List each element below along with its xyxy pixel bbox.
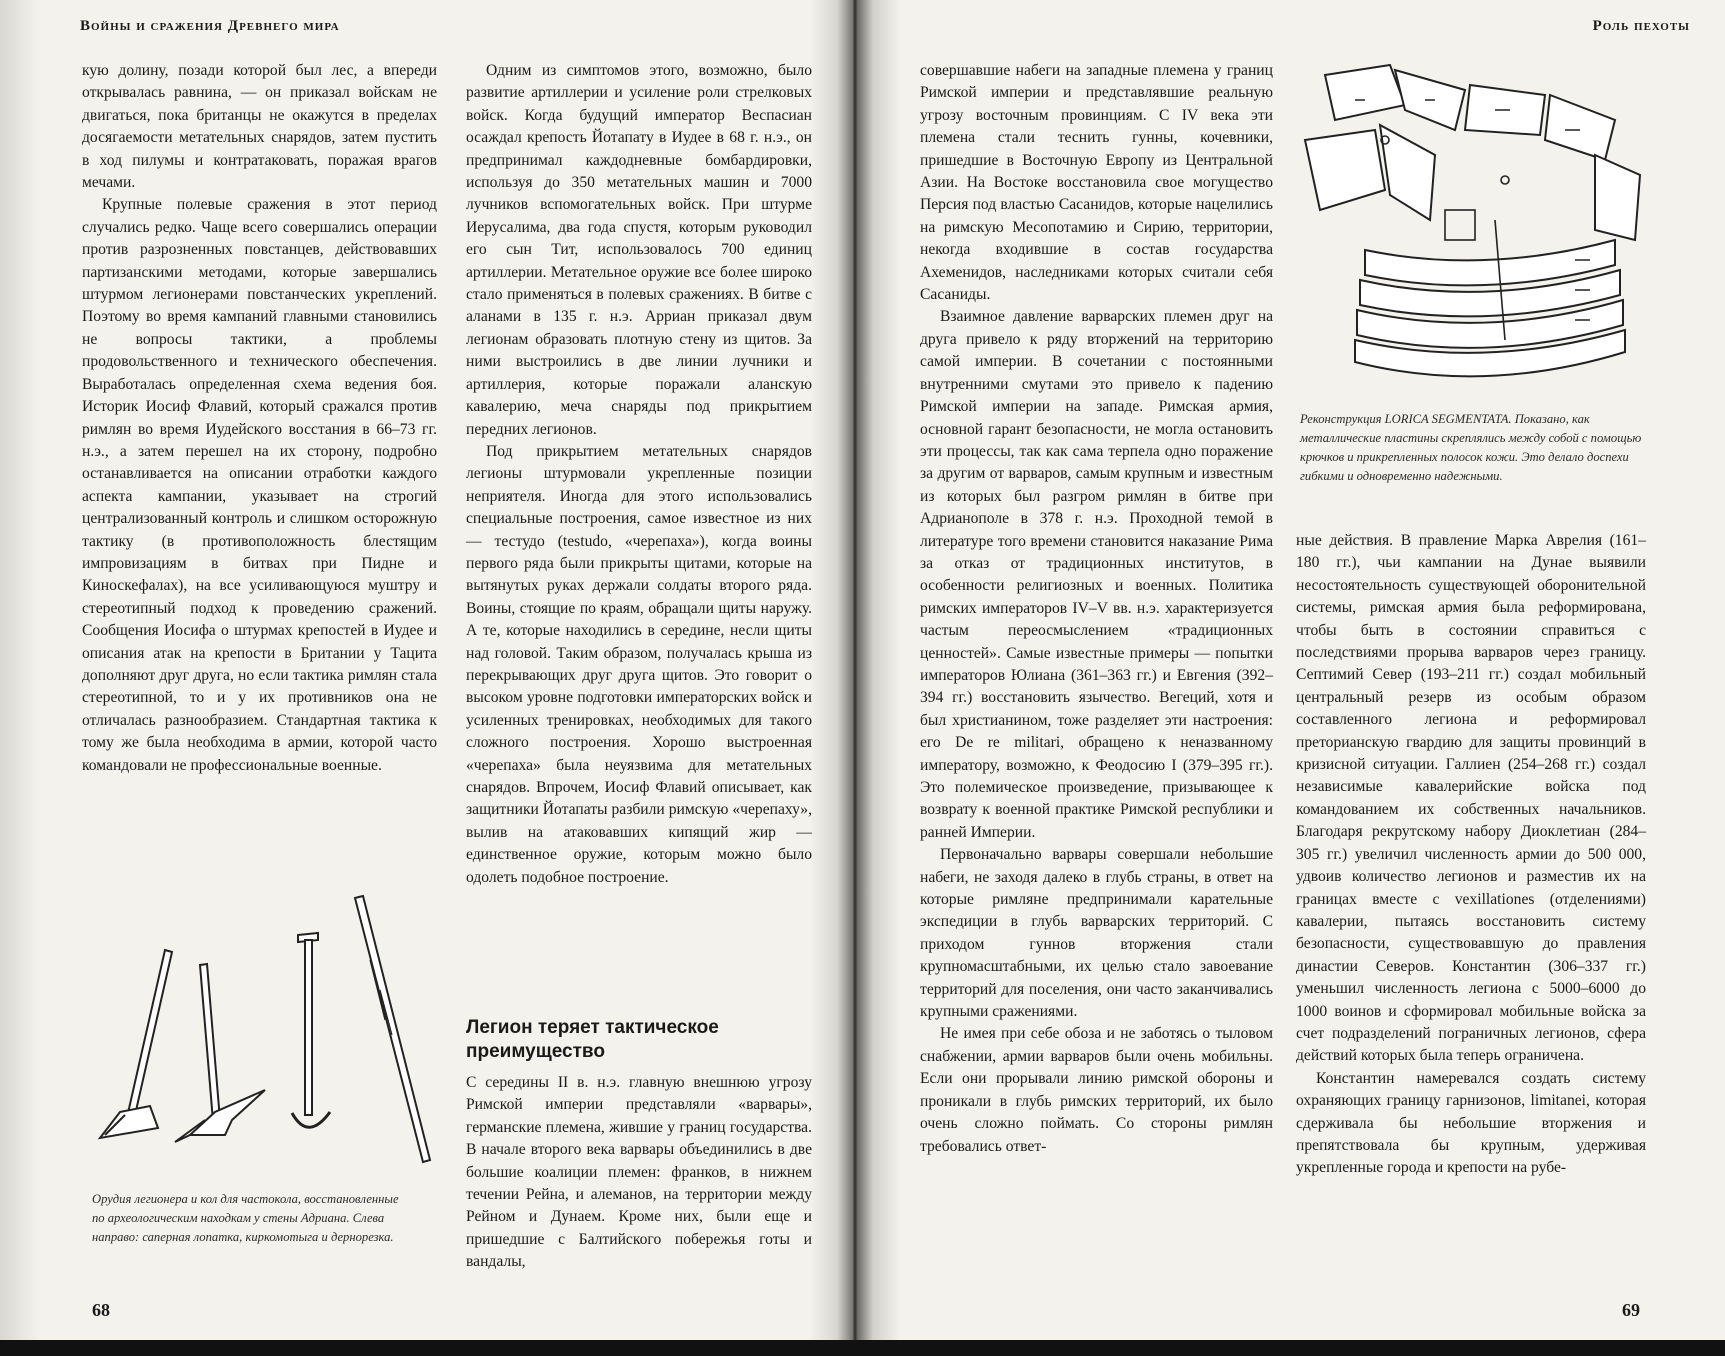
text-column-4 <box>1296 530 1646 1180</box>
paragraph: Первоначально варвары совершали небольшие набеги, не заходя далеко в глубь страны, в ответ на которые римляне предпринимали карательные экспедиции в глубь варварских территорий. С приходом гуннов вторжения стали крупномасштабными, их целью стало завоевание территорий для поселения, они часто заканчивались крупными сражениями. <box>920 846 1273 1021</box>
running-head-right: Роль пехоты <box>1592 18 1690 34</box>
turf-cutter-icon <box>292 933 330 1127</box>
section-heading: Легион теряет тактическое преимущество <box>466 1017 719 1062</box>
legionary-tools-illustration <box>80 880 460 1170</box>
book-gutter <box>810 0 900 1340</box>
page-number-left: 68 <box>92 1300 110 1320</box>
paragraph: Не имея при себе обоза и не заботясь о тыловом снабжении, армии варваров были очень мобильны. Если они прорывали линию римской обороны и проникали в глубь римских территорий, их было очень сложно поймать. Со стороны римлян требовались ответ- <box>920 1025 1273 1155</box>
text-column-3 <box>920 60 1273 1158</box>
paragraph: С середины II в. н.э. главную внешнюю угрозу Римской империи представляли «варвары», германские племена, жившие у границ государства. В начале второго века варвары объединились в две большие коалиции племен: франков, в нижнем течении Рейна, и алеманов, на территории между Рейном и Дунаем. Кроме них, были еще и пришедшие с Балтийского побережья готы и вандалы, <box>466 1074 812 1271</box>
paragraph: Под прикрытием метательных снарядов легионы штурмовали укрепленные позиции неприятеля. Иногда для этого использовались специальные построения, самое известное из них — тестудо (testudo, «черепаха»), когда воины первого ряда были прикрыты щитами, которые на вытянутых руках держали солдаты второго ряда. Воины, стоящие по краям, обращали щиты наружу. А те, которые находились в середине, несли щиты над головой. Таким образом, получалась крыша из перекрывающих друг друга щитов. Это говорит о высоком уровне подготовки императорских войск и усиленных тренировках, необходимых для такого сложного построения. Хорошо выстроенная «черепаха» была неуязвима для метательных снарядов. Впрочем, Иосиф Флавий описывает, как защитники Йотапаты разбили римскую «черепаху», вылив на атаковавших кипящий жир — единственное оружие, которым можно было одолеть подобное построение. <box>466 442 812 886</box>
text-column-2 <box>466 60 812 889</box>
shoulder-plates-icon <box>1305 65 1640 240</box>
section-block <box>466 1016 812 1274</box>
paragraph: кую долину, позади которой был лес, а впереди открывалась равнина, — он приказал войскам не двигаться, пока британцы не окажутся в пределах досягаемости метательных снарядов, затем пустить в ход пилумы и контратаковать, поражая врагов мечами. <box>82 62 437 192</box>
lorica-segmentata-illustration <box>1295 60 1655 395</box>
paragraph: Константин намеревался создать систему охраняющих границу гарнизонов, limitanei, которая сдерживала бы небольшие вторжения и препятствовала бы крупным, удерживая укрепленные города и крепости на рубе- <box>1296 1069 1646 1177</box>
paragraph: ные действия. В правление Марка Аврелия (161–180 гг.), чьи кампании на Дунае выявили несостоятельность существующей оборонительной системы, римская армия была реформирована, чтобы быть в состоянии справиться с последствиями прорыва варваров через границу. Септимий Север (193–211 гг.) создал мобильный центральный резерв из особым образом составленного легиона и реформировал преторианскую гвардию для защиты провинций в кризисной ситуации. Галлиен (254–268 гг.) создал независимые кавалерийские войска под командованием их собственных начальников. Благодаря рекрутскому набору Диоклетиан (284–305 гг.) увеличил численность армии до 500 000, удвоив количество легионов и разместив их на границах вместе с vexillationes (отделениями) кавалерии, пытаясь восстановить систему безопасности, существовавшую до правления династии Северов. Константин (306–337 гг.) уменьшил численность легиона с 5000–6000 до 1000 воинов и сформировал мобильные войска за счет подразделений пограничных легионов, сфера действий которых была теперь ограничена. <box>1296 532 1646 1065</box>
text-column-1 <box>82 60 437 777</box>
pickaxe-icon <box>175 964 265 1142</box>
page-number-right: 69 <box>1622 1300 1640 1320</box>
paragraph: совершавшие набеги на западные племена у границ Римской империи и представлявшие реальную угрозу восточным провинциям. С IV века эти племена стали теснить гунны, кочевники, пришедшие в Восточную Европу из Центральной Азии. На Востоке восстановила свое могущество Персия под властью Сасанидов, которые нацелились на римскую Месопотамию и Сирию, территории, некогда входившие в состав государства Ахеменидов, наследниками которых считали себя Сасаниды. <box>920 62 1273 304</box>
paragraph: Одним из симптомов этого, возможно, было развитие артиллерии и усиление роли стрелковых войск. Когда будущий император Веспасиан осаждал крепость Йотапату в Иудее в 68 г. н.э., он предпринимал каждодневные бомбардировки, используя до 350 метательных машин и 7000 лучников вспомогательных войск. При штурме Иерусалима, два года спустя, которым руководил его сын Тит, использовалось 700 единиц артиллерии. Метательное оружие все более широко стало применяться в полевых сражениях. В битве с аланами в 135 г. н.э. Арриан приказал двум легионам образовать плотную стену из щитов. За ними выстроились в две линии лучники и артиллерия, которые поражали аланскую кавалерию, меча снаряды под прикрытием передних легионов. <box>466 62 812 438</box>
stake-icon <box>355 896 430 1162</box>
figure-caption-tools: Орудия легионера и кол для частокола, восстановленные по археологическим находкам у стены Адриана. Слева направо: саперная лопатка, киркомотыга и дернорезка. <box>92 1192 399 1244</box>
figure-caption-armor: Реконструкция LORICA SEGMENTATA. Показано, как металлические пластины скреплялись между собой с помощью крючков и прикрепленных полосок кожи. Это делало доспехи гибкими и одновременно надежными. <box>1300 412 1642 483</box>
running-head-left: Войны и сражения Древнего мира <box>80 18 340 34</box>
paragraph: Взаимное давление варварских племен друг на друга привело к ряду вторжений на территорию самой империи. В сочетании с постоянными внутренними смутами это привело к падению Римской империи на западе. Римская армия, основной гарант безопасности, не могла остановить эти процессы, так как сама терпела одно поражение за другим от варваров, самым крупным и известным из которых был разгром римлян в битве при Адрианополе в 378 г. н.э. Проходной темой в литературе того времени становится наказание Рима за отказ от традиционных институтов, в особенности религиозных и военных. Политика римских императоров IV–V вв. н.э. характеризуется частым переосмыслением «традиционных ценностей». Самые известные примеры — попытки императоров Юлиана (361–363 гг.) и Евгения (392–394 гг.) восстановить язычество. Вегеций, хотя и был христианином, тоже разделяет эти настроения: его De re militari, обращено к неназванному императору, возможно, к Феодосию I (379–395 гг.). Это полемическое произведение, призывающее к возврату к военной практике Римской республики и ранней Империи. <box>920 308 1273 841</box>
spade-icon <box>100 950 172 1138</box>
page-edge-shadow <box>0 0 40 1340</box>
scan-edge <box>0 1340 1725 1356</box>
paragraph: Крупные полевые сражения в этот период случались редко. Чаще всего совершались операции против разрозненных повстанцев, действовавших партизанскими методами, которые завершались штурмом легионерами повстанческих укреплений. Поэтому во время кампаний главными становились не вопросы тактики, а проблемы продовольственного и технического обеспечения. Выработалась определенная схема ведения боя. Историк Иосиф Флавий, который сражался против римлян во время Иудейского восстания в 66–73 гг. н.э., а затем перешел на их сторону, подробно останавливается на описании отработки каждого аспекта кампании, указывает на строгий централизованный контроль и слишком осторожную тактику (в противоположность блестящим импровизациям в битвах при Пидне и Киноскефалах), на все усиливающуюся муштру и стереотипный подход к проведению сражений. Сообщения Иосифа о штурмах крепостей в Иудее и описания атак на крепости в Британии у Тацита дополняют друг друга, но если тактика римлян стала стереотипной, то и у их противников она не отличалась разнообразием. Стандартная тактика к тому же была необходима в армии, которой часто командовали не профессиональные военные. <box>82 196 437 774</box>
